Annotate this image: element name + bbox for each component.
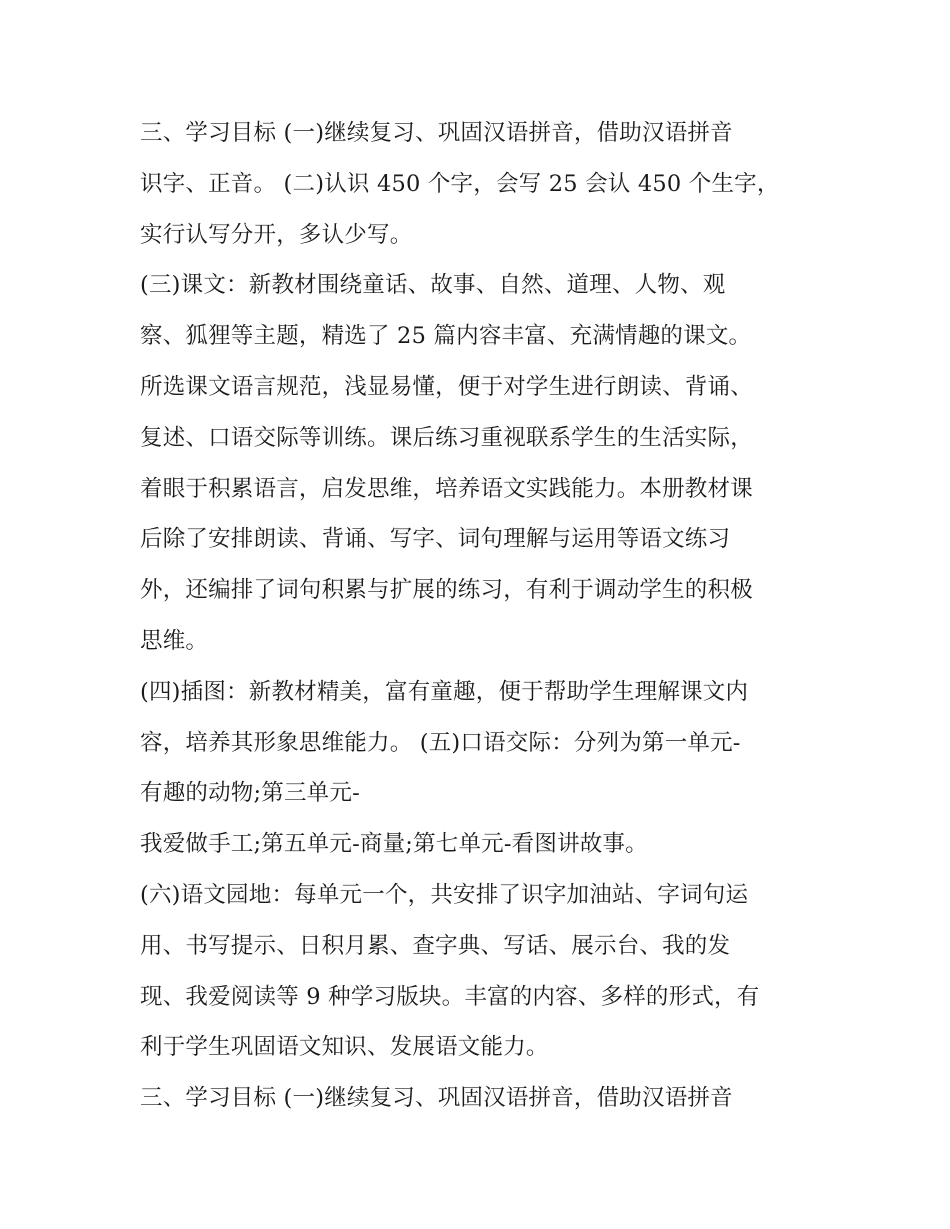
text-line: 识字、正音。 (二)认识 450 个字，会写 25 会认 450 个生字，	[140, 170, 780, 197]
text-line: 察、狐狸等主题，精选了 25 篇内容丰富、充满情趣的课文。	[140, 323, 752, 350]
text-line: (六)语文园地：每单元一个，共安排了识字加油站、字词句运	[140, 881, 749, 908]
text-line: 三、学习目标 (一)继续复习、巩固汉语拼音，借助汉语拼音	[140, 120, 733, 146]
text-line: 复述、口语交际等训练。课后练习重视联系学生的生活实际，	[140, 424, 753, 451]
text-line: 我爱做手工;第五单元-商量;第七单元-看图讲故事。	[140, 831, 648, 858]
text-line: 实行认写分开，多认少写。	[140, 221, 413, 248]
text-line: 后除了安排朗读、背诵、写字、词句理解与运用等语文练习	[140, 526, 731, 553]
text-line: 三、学习目标 (一)继续复习、巩固汉语拼音，借助汉语拼音	[140, 1085, 733, 1112]
text-line: 利于学生巩固语文知识、发展语文能力。	[140, 1034, 549, 1061]
document-body	[140, 108, 830, 1124]
text-line: 所选课文语言规范，浅显易懂，便于对学生进行朗读、背诵、	[140, 373, 753, 400]
text-line: 容，培养其形象思维能力。 (五)口语交际：分列为第一单元-	[140, 729, 741, 756]
text-line: 思维。	[140, 627, 209, 654]
text-line: 现、我爱阅读等 9 种学习版块。丰富的内容、多样的形式，有	[140, 983, 760, 1010]
text-line: 着眼于积累语言，启发思维，培养语文实践能力。本册教材课	[140, 475, 753, 502]
text-line: 用、书写提示、日积月累、查字典、写话、展示台、我的发	[140, 932, 731, 959]
text-line: (四)插图：新教材精美，富有童趣，便于帮助学生理解课文内	[140, 678, 749, 705]
text-line: 外，还编排了词句积累与扩展的练习，有利于调动学生的积极	[140, 577, 753, 604]
text-line: 有趣的动物;第三单元-	[140, 780, 360, 807]
text-line: (三)课文：新教材围绕童话、故事、自然、道理、人物、观	[140, 272, 726, 299]
